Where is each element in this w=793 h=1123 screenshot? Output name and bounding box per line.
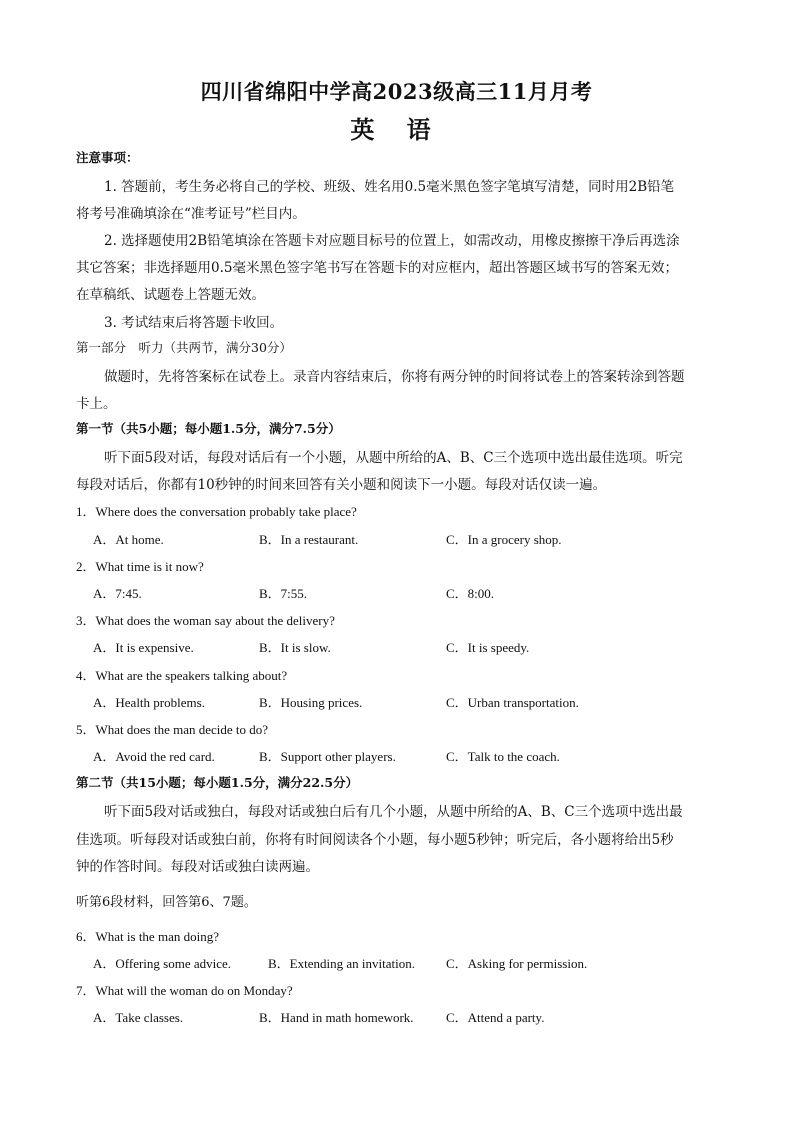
section2-intro-c: 钟的作答时间。每段对话或独白读两遍。	[76, 859, 319, 875]
option-3b: B．It is slow.	[259, 640, 331, 655]
option-4c: C．Urban transportation.	[446, 695, 579, 710]
section1-intro-a: 听下面5段对话，每段对话后有一个小题，从题中所给的A、B、C三个选项中选出最佳选项。听完	[104, 450, 683, 466]
part1-intro-b: 卡上。	[76, 396, 117, 412]
option-2a: A．7:45.	[93, 586, 142, 601]
question-5: 5．What does the man decide to do?	[76, 722, 269, 737]
option-5c: C．Talk to the coach.	[446, 749, 560, 764]
question-3: 3．What does the woman say about the delivery?	[76, 613, 335, 628]
option-2c: C．8:00.	[446, 586, 495, 601]
notice-line-2b: 其它答案；非选择题用0.5毫米黑色签字笔书写在答题卡的对应框内，超出答题区域书写的答案无效；	[76, 260, 678, 276]
option-7b: B．Hand in math homework.	[259, 1010, 414, 1025]
notice-line-1b: 将考号准确填涂在“准考证号”栏目内。	[76, 206, 306, 222]
option-5a: A．Avoid the red card.	[93, 749, 215, 764]
option-7c: C．Attend a party.	[446, 1010, 545, 1025]
part1-heading: 第一部分 听力（共两节，满分30分）	[76, 340, 292, 355]
option-3a: A．It is expensive.	[93, 640, 194, 655]
option-6b: B．Extending an invitation.	[268, 956, 415, 971]
notice-line-2a: 2. 选择题使用2B铅笔填涂在答题卡对应题目标号的位置上，如需改动，用橡皮擦擦干净后再选涂	[104, 233, 680, 249]
section1-intro-b: 每段对话后，你都有10秒钟的时间来回答有关小题和阅读下一小题。每段对话仅读一遍。	[76, 477, 607, 493]
option-3c: C．It is speedy.	[446, 640, 530, 655]
question-2: 2．What time is it now?	[76, 559, 204, 574]
option-5b: B．Support other players.	[259, 749, 396, 764]
question-7: 7．What will the woman do on Monday?	[76, 983, 293, 998]
section1-heading: 第一节（共5小题；每小题1.5分，满分7.5分）	[76, 421, 341, 436]
notice-line-2c: 在草稿纸、试题卷上答题无效。	[76, 287, 265, 303]
notice-line-1a: 1. 答题前，考生务必将自己的学校、班级、姓名用0.5毫米黑色签字笔填写清楚，同时用2B铅笔	[104, 179, 675, 195]
exam-title: 四川省绵阳中学高2023级高三11月月考	[200, 79, 593, 104]
notice-line-3: 3. 考试结束后将答题卡收回。	[104, 315, 284, 331]
option-1c: C．In a grocery shop.	[446, 532, 562, 547]
option-7a: A．Take classes.	[93, 1010, 184, 1025]
notice-heading: 注意事项：	[76, 150, 139, 165]
option-6c: C．Asking for permission.	[446, 956, 588, 971]
option-6a: A．Offering some advice.	[93, 956, 232, 971]
section2-intro-a: 听下面5段对话或独白，每段对话或独白后有几个小题，从题中所给的A、B、C三个选项中选出最	[104, 804, 683, 820]
material-6-instruction: 听第6段材料，回答第6、7题。	[76, 895, 257, 910]
question-4: 4．What are the speakers talking about?	[76, 668, 288, 683]
option-4b: B．Housing prices.	[259, 695, 363, 710]
subject-title: 英 语	[350, 115, 443, 144]
part1-intro-a: 做题时，先将答案标在试卷上。录音内容结束后，你将有两分钟的时间将试卷上的答案转涂到答题	[104, 369, 685, 385]
option-1b: B．In a restaurant.	[259, 532, 359, 547]
option-1a: A．At home.	[93, 532, 164, 547]
question-6: 6．What is the man doing?	[76, 929, 219, 944]
option-2b: B．7:55.	[259, 586, 308, 601]
section2-heading: 第二节（共15小题；每小题1.5分，满分22.5分）	[76, 775, 359, 790]
question-1: 1．Where does the conversation probably take place?	[76, 504, 357, 519]
option-4a: A．Health problems.	[93, 695, 205, 710]
section2-intro-b: 佳选项。听每段对话或独白前，你将有时间阅读各个小题，每小题5秒钟；听完后，各小题将给出5秒	[76, 832, 674, 848]
